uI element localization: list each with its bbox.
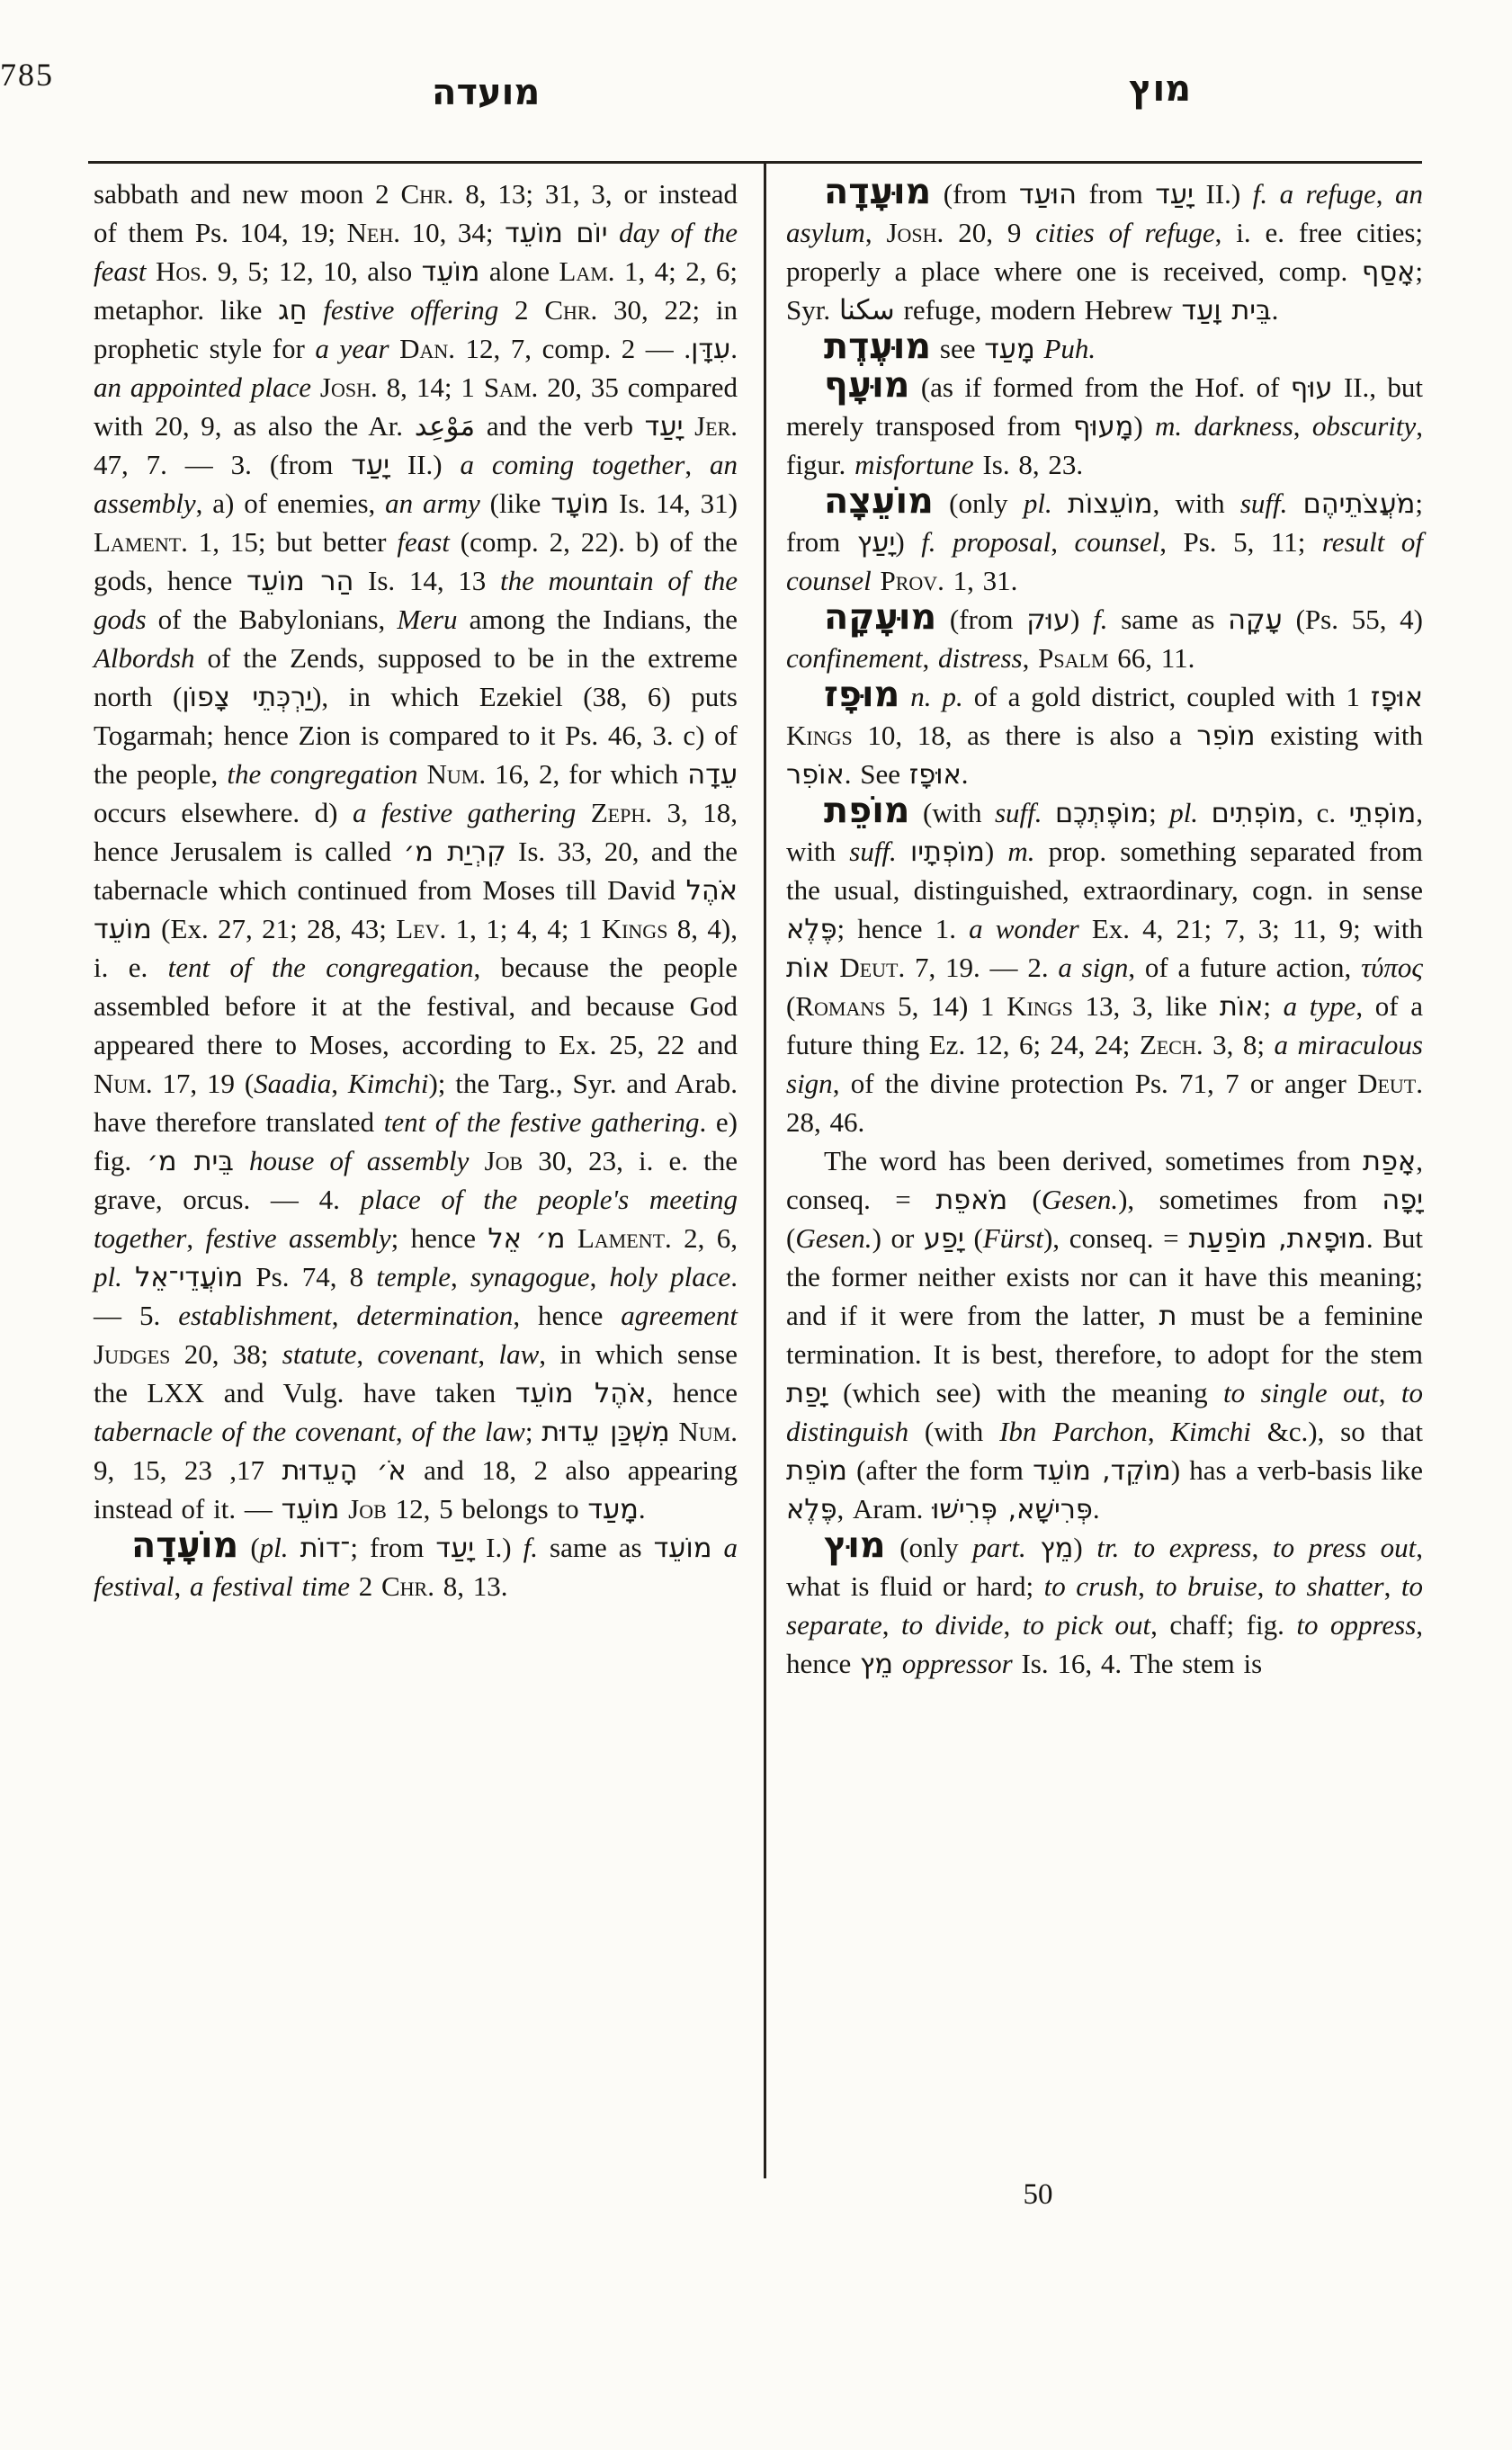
entry-paragraph: מוּפָז n. p. of a gold district, coupled with אוּפָז 1 Kings 10, 18, as there is also a מוֹפִר existing with אוֹפִר. See אוּפָז. [786, 674, 1423, 791]
header-rule [88, 161, 1422, 164]
running-head [0, 56, 1512, 119]
column-divider [764, 164, 766, 2178]
page-number: 785 [0, 57, 54, 93]
entry-paragraph: מוֹעֵצָה (only pl. מוֹעֵצוֹת, with suff. מֹעֲצֹתֵיהֶם; from יָעַץ) f. proposal, counsel, Ps. 5, 11; result of counsel Prov. 1, 31. [786, 480, 1424, 596]
running-head-first-word: מועדה [432, 72, 541, 113]
entry-paragraph: מוּעָף (as if formed from the Hof. of עוּף II., but merely transposed from מָעוּף) m. darkness, obscurity, figur. misfortune Is. 8, 23. [786, 364, 1423, 480]
entry-paragraph: מוּץ (only part. מֵץ) tr. to express, to press out, what is fluid or hard; to crush, to bruise, to shatter, to separate, to divide, to pick out, chaff; fig. to oppress, hence מֵץ oppressor Is. 16, 4. The stem is [786, 1525, 1424, 1680]
entry-paragraph: מוּעָקָה (from עוּק) f. same as עָקָה (Ps. 55, 4) confinement, distress, Psalm 66, 11. [786, 596, 1423, 674]
entry-paragraph: מוּעֶדֶת see מָעַד Puh. [824, 326, 1096, 367]
right-column [786, 171, 1424, 1683]
running-head-last-word: מוץ [1129, 68, 1192, 110]
left-column [94, 174, 738, 1605]
entry-paragraph: The word has been derived, sometimes from אָפַת, conseq. = מֹאפֵת (Gesen.), sometimes from יָפָה (Gesen.) or יָפַע (Fürst), conseq. = מוּפָאת, מוֹפַעַת. But the former neither exists nor can it have this meaning; and if it were from the latter, ת must be a feminine termination. It is best, therefore, to adopt for the stem יָפַת (which see) with the meaning to single out, to distinguish (with Ibn Parchon, Kimchi &c.), so that מוֹפֵת (after the form מוֹקֵד, מוֹעֵד) has a verb-basis like פֶּלֶא, Aram. פְּרִישָׁא, פְּרִישׁוּ. [786, 1145, 1424, 1525]
entry-paragraph: sabbath and new moon 2 Chr. 8, 13; 31, 3, or instead of them Ps. 104, 19; Neh. 10, 34; יוֹם מוֹעֵד day of the feast Hos. 9, 5; 12, 10, also מוֹעֵד alone Lam. 1, 4; 2, 6; metaphor. like חַג festive offering 2 Chr. 30, 22; in prophetic style for a year Dan. 12, 7, comp. עִדָּן. — 2. an appointed place Josh. 8, 14; 1 Sam. 20, 35 compared with 20, 9, as also the Ar. مَوْعِد and the verb יָעַד Jer. 47, 7. — 3. (from יָעַד II.) a coming together, an assembly, a) of enemies, an army (like מוֹעָד Is. 14, 31) Lament. 1, 15; but better feast (comp. 2, 22). b) of the gods, hence הַר מוֹעֵד Is. 14, 13 the mountain of the gods of the Babylonians, Meru among the Indians, the Albordsh of the Zends, supposed to be in the extreme north (יַרְכְּתֵי צָפוֹן), in which Ezekiel (38, 6) puts Togarmah; hence Zion is compared to it Ps. 46, 3. c) of the people, the congregation Num. 16, 2, for which עֵדָה occurs elsewhere. d) a festive gathering Zeph. 3, 18, hence Jerusalem is called קִרְיַת מ׳ Is. 33, 20, and the tabernacle which continued from Moses till David אֹהֶל מוֹעֵד (Ex. 27, 21; 28, 43; Lev. 1, 1; 4, 4; 1 Kings 8, 4), i. e. tent of the congregation, because the people assembled before it at the festival, and because God appeared there to Moses, according to Ex. 25, 22 and Num. 17, 19 (Saadia, Kimchi); the Targ., Syr. and Arab. have therefore translated tent of the festive gathering. e) fig. בֵּית מ׳ house of assembly Job 30, 23, i. e. the grave, orcus. — 4. place of the people's meeting together, festive assembly; hence מ׳ אֵל Lament. 2, 6, pl. מוֹעֲדֵי־אֵל Ps. 74, 8 temple, synagogue, holy place. — 5. establishment, determination, hence agreement Judges 20, 38; statute, covenant, law, in which sense the LXX and Vulg. have taken אֹהֶל מוֹעֵד, hence tabernacle of the covenant, of the law; מִשְׁכַּן עֵדוּת Num. 9, 15, אֹ׳ הָעֵדוּת 17, 23 and 18, 2 also appearing instead of it. — מוֹעֵד Job 12, 5 belongs to מָעַד. [94, 178, 738, 1525]
entry-paragraph: מוּעָדָה (from הוּעַד from יָעַד II.) f. a refuge, an asylum, Josh. 20, 9 cities of refuge, i. e. free cities; properly a place where one is received, comp. אָסַף; Syr. سكنا refuge, modern Hebrew בֵּית וָעַד. [786, 171, 1424, 326]
entry-paragraph: מוֹעָדָה (pl. ־דוֹת; from יָעַד I.) f. same as מוֹעֵד a festival, a festival time 2 Chr. 8, 13. [94, 1525, 738, 1602]
entry-paragraph: מוֹפֵת (with suff. מוֹפֶתְכֶם; pl. מוֹפְתִים, c. מוֹפְתֵי, with suff. מוֹפְתָיו) m. prop. something separated from the usual, distinguished, extraordinary, cogn. in sense פֶּלֶא; hence 1. a wonder Ex. 4, 21; 7, 3; 11, 9; with אוֹת Deut. 7, 19. — 2. a sign, of a future action, τύπος (Romans 5, 14) 1 Kings 13, 3, like אוֹת; a type, of a future thing Ez. 12, 6; 24, 24; Zech. 3, 8; a miraculous sign, of the divine protection Ps. 71, 7 or anger Deut. 28, 46. [786, 790, 1424, 1138]
signature-number: 50 [1023, 2178, 1053, 2211]
